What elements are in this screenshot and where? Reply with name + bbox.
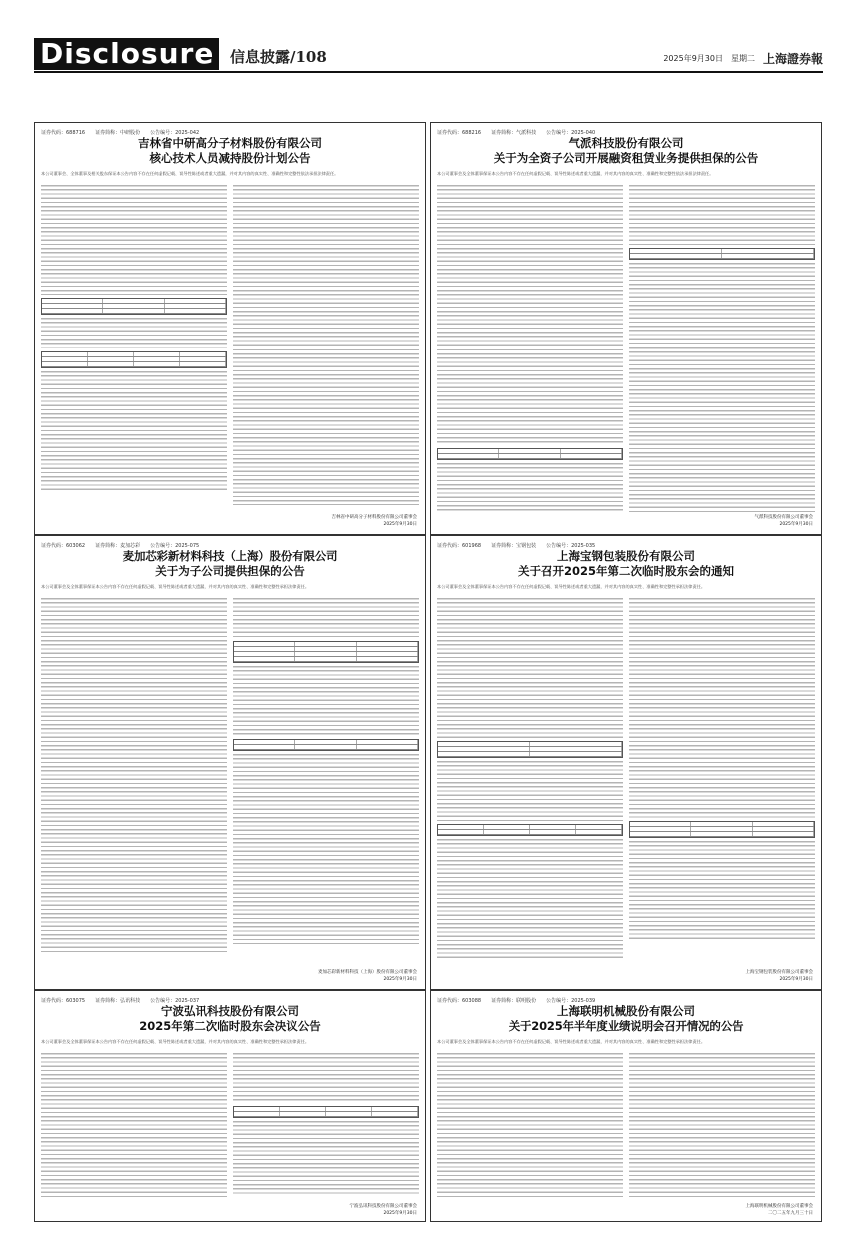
signatory: 上海宝钢包装股份有限公司董事会: [745, 970, 813, 975]
announcement-number: 公告编号：2025-042: [150, 130, 200, 136]
stock-code: 证券代码：688216: [437, 130, 482, 136]
body-column: [41, 185, 227, 510]
body-columns: [437, 598, 815, 965]
body-text: [437, 598, 623, 738]
stock-code: 证券代码：603075: [41, 998, 86, 1004]
body-text: [437, 839, 623, 959]
stock-abbr: 证券简称：宝钢包装: [491, 543, 537, 549]
body-columns: [41, 185, 419, 510]
stock-code-line: [437, 129, 595, 136]
body-text: [233, 754, 419, 944]
stock-abbr: 证券简称：联明股份: [491, 998, 537, 1004]
body-text: [437, 761, 623, 821]
body-text: [41, 1053, 227, 1198]
body-text: [233, 666, 419, 736]
announcement-zhongyan: [34, 122, 426, 535]
stock-code-line: [41, 129, 199, 136]
board-notice: 本公司董事会及全体董事保证本公告内容不存在任何虚假记载、误导性陈述或者重大遗漏，并对其内容的真实性、准确性和完整性依法承担法律责任。: [437, 171, 714, 176]
body-text: [41, 185, 227, 295]
signature-date: 2025年9月30日: [779, 977, 813, 982]
body-column: [233, 185, 419, 510]
data-table: [41, 351, 227, 368]
newspaper-name: 上海證券報: [762, 52, 823, 66]
company-name: 麦加芯彩新材料科技（上海）股份有限公司: [122, 549, 338, 563]
board-notice: 本公司董事会及全体董事保证本公告内容不存在任何虚假记载、误导性陈述或者重大遗漏，并对其内容的真实性、准确性和完整性承担法律责任。: [41, 1039, 310, 1044]
signature-date: 2025年9月30日: [383, 522, 417, 527]
signature-date: 2025年9月30日: [383, 1211, 417, 1216]
signature-date: 二〇二五年九月三十日: [768, 1211, 813, 1216]
stock-abbr: 证券简称：气派科技: [491, 130, 537, 136]
signatory: 上海联明机械股份有限公司董事会: [745, 1204, 813, 1209]
announcement-subject: 关于召开2025年第二次临时股东会的通知: [517, 564, 734, 578]
announcement-title: [431, 1004, 821, 1034]
masthead: [0, 0, 857, 72]
body-column: [437, 1053, 623, 1199]
body-text: [41, 598, 227, 953]
body-columns: [437, 185, 815, 510]
signature-block: [755, 514, 814, 528]
body-column: [233, 598, 419, 965]
body-text: [233, 1053, 419, 1103]
signature-block: [350, 1203, 418, 1217]
stock-code: 证券代码：601968: [437, 543, 482, 549]
company-name: 吉林省中研高分子材料股份有限公司: [138, 136, 322, 150]
announcement-hongxun: [34, 990, 426, 1222]
body-text: [233, 598, 419, 638]
body-text: [233, 185, 419, 505]
body-text: [41, 318, 227, 348]
body-text: [629, 841, 815, 941]
signature-block: [746, 1203, 814, 1217]
announcement-subject: 核心技术人员减持股份计划公告: [149, 151, 311, 165]
signature-block: [746, 969, 814, 983]
board-notice: 本公司董事会及全体董事保证本公告内容不存在任何虚假记载、误导性陈述或者重大遗漏，并对其内容的真实性、准确性和完整性承担法律责任。: [41, 584, 310, 589]
signatory: 吉林省中研高分子材料股份有限公司董事会: [331, 515, 417, 520]
announcement-number: 公告编号：2025-040: [546, 130, 596, 136]
announcement-subject: 关于为子公司提供担保的公告: [155, 564, 305, 578]
announcement-subject: 关于为全资子公司开展融资租赁业务提供担保的公告: [493, 151, 759, 165]
company-name: 上海联明机械股份有限公司: [557, 1004, 695, 1018]
stock-abbr: 证券简称：弘讯科技: [95, 998, 141, 1004]
section-name: 信息披露: [230, 48, 291, 66]
body-column: [629, 1053, 815, 1199]
stock-code: 证券代码：603088: [437, 998, 482, 1004]
body-text: [233, 1121, 419, 1196]
announcement-number: 公告编号：2025-039: [546, 998, 596, 1004]
body-text: [629, 185, 815, 245]
body-text: [437, 463, 623, 513]
announcement-number: 公告编号：2025-075: [150, 543, 200, 549]
announcement-number: 公告编号：2025-035: [546, 543, 596, 549]
stock-code-line: [437, 542, 595, 549]
stock-code-line: [41, 997, 199, 1004]
data-table: [437, 741, 623, 758]
announcement-number: 公告编号：2025-037: [150, 998, 200, 1004]
data-table: [233, 641, 419, 663]
body-text: [629, 1053, 815, 1198]
data-table: [41, 298, 227, 315]
announcement-maijia: [34, 535, 426, 990]
body-column: [437, 598, 623, 965]
board-notice: 本公司董事会、全体董事及相关股东保证本公告内容不存在任何虚假记载、误导性陈述或者重大遗漏，并对其内容的真实性、准确性和完整性依法承担法律责任。: [41, 171, 339, 176]
signatory: 气派科技股份有限公司董事会: [754, 515, 813, 520]
stock-code-line: [437, 997, 595, 1004]
data-table: [437, 448, 623, 460]
board-notice: 本公司董事会及全体董事保证本公告内容不存在任何虚假记载、误导性陈述或者重大遗漏，并对其内容的真实性、准确性和完整性承担法律责任。: [437, 1039, 706, 1044]
body-column: [233, 1053, 419, 1199]
body-column: [437, 185, 623, 510]
page-number: /108: [290, 48, 327, 66]
body-text: [629, 598, 815, 818]
signature-block: [332, 514, 418, 528]
body-columns: [437, 1053, 815, 1199]
announcement-title: [431, 136, 821, 166]
stock-code-line: [41, 542, 199, 549]
announcement-title: [35, 136, 425, 166]
stock-abbr: 证券简称：麦加芯彩: [95, 543, 141, 549]
issue-date: 2025年9月30日: [663, 54, 723, 63]
announcement-subject: 关于2025年半年度业绩说明会召开情况的公告: [508, 1019, 744, 1033]
board-notice: 本公司董事会及全体董事保证本公告内容不存在任何虚假记载、误导性陈述或者重大遗漏，并对其内容的真实性、准确性和完整性承担法律责任。: [437, 584, 706, 589]
stock-code: 证券代码：688716: [41, 130, 86, 136]
body-text: [437, 1053, 623, 1198]
signature-date: 2025年9月30日: [383, 977, 417, 982]
signatory: 宁波弘讯科技股份有限公司董事会: [349, 1204, 417, 1209]
body-column: [629, 598, 815, 965]
announcement-baogang: [430, 535, 822, 990]
announcement-title: [35, 1004, 425, 1034]
body-text: [629, 263, 815, 513]
data-table: [437, 824, 623, 836]
announcement-title: [35, 549, 425, 579]
header-rule: [34, 71, 823, 73]
data-table: [233, 739, 419, 751]
body-text: [437, 185, 623, 445]
signatory: 麦加芯彩新材料科技（上海）股份有限公司董事会: [318, 970, 417, 975]
company-name: 气派科技股份有限公司: [568, 136, 684, 150]
data-table: [233, 1106, 419, 1118]
announcement-qipai: [430, 122, 822, 535]
body-column: [41, 598, 227, 965]
body-columns: [41, 598, 419, 965]
announcement-subject: 2025年第二次临时股东会决议公告: [139, 1019, 321, 1033]
issue-weekday: 星期二: [730, 54, 755, 63]
body-column: [629, 185, 815, 510]
signature-block: [318, 969, 417, 983]
company-name: 上海宝钢包装股份有限公司: [557, 549, 695, 563]
body-columns: [41, 1053, 419, 1199]
stock-abbr: 证券简称：中研股份: [95, 130, 141, 136]
announcement-lianming: [430, 990, 822, 1222]
section-title: [230, 46, 327, 67]
stock-code: 证券代码：603062: [41, 543, 86, 549]
body-text: [41, 371, 227, 491]
signature-date: 2025年9月30日: [779, 522, 813, 527]
body-column: [41, 1053, 227, 1199]
header-info: [663, 50, 823, 67]
data-table: [629, 248, 815, 260]
announcement-title: [431, 549, 821, 579]
data-table: [629, 821, 815, 838]
brand-logo: Disclosure: [34, 38, 219, 70]
company-name: 宁波弘讯科技股份有限公司: [161, 1004, 299, 1018]
